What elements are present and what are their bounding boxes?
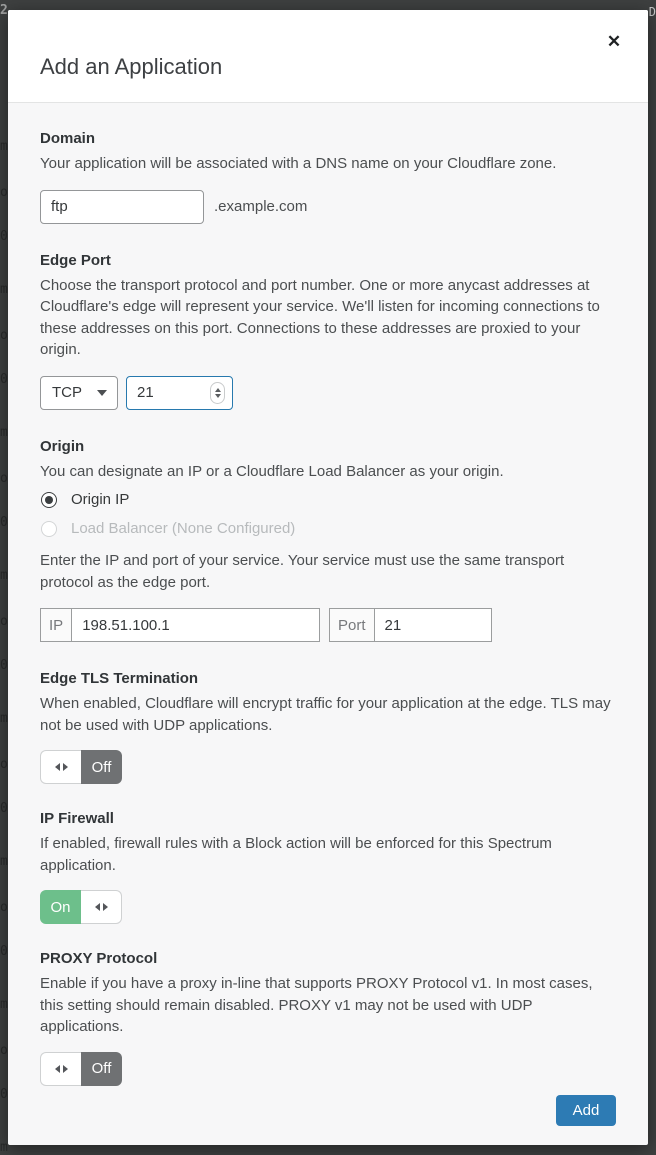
backdrop-text-fragment: 0 bbox=[0, 515, 8, 530]
backdrop-text-fragment: o bbox=[0, 1043, 8, 1058]
backdrop-text-fragment: m bbox=[0, 1140, 8, 1155]
radio-load-balancer-label: Load Balancer (None Configured) bbox=[71, 520, 296, 537]
origin-ip-group bbox=[40, 608, 320, 642]
stepper-up-icon bbox=[215, 388, 221, 392]
ip-firewall-label: IP Firewall bbox=[40, 810, 114, 827]
backdrop-text-fragment: 0 bbox=[0, 229, 8, 244]
origin-ip-prefix: IP bbox=[41, 609, 72, 641]
backdrop-text-fragment: 0 bbox=[0, 944, 8, 959]
origin-ip-description: Enter the IP and port of your service. Your service must use the same transport protocol as the edge port. bbox=[40, 552, 565, 591]
protocol-select[interactable] bbox=[40, 376, 118, 410]
backdrop-text-fragment: o bbox=[0, 185, 8, 200]
add-button[interactable]: Add bbox=[556, 1095, 616, 1126]
chevron-down-icon bbox=[97, 390, 107, 396]
edge-tls-description: When enabled, Cloudflare will encrypt traffic for your application at the edge. TLS may not be used with UDP applications. bbox=[40, 695, 611, 734]
toggle-handle bbox=[40, 750, 81, 784]
domain-suffix: .example.com bbox=[214, 198, 308, 215]
section-ip-firewall bbox=[40, 808, 616, 924]
toggle-handle bbox=[81, 890, 122, 924]
radio-unselected-icon bbox=[41, 521, 57, 537]
modal-footer bbox=[40, 1095, 616, 1126]
section-edge-port bbox=[40, 250, 616, 410]
edge-port-description: Choose the transport protocol and port number. One or more anycast addresses at Cloudflare's edge will represent your service. We'll listen for incoming connections to these addresses on this port. Connections to these addresses are proxied to your origin. bbox=[40, 276, 600, 358]
backdrop-left-fragments bbox=[0, 0, 8, 1153]
backdrop-text-fragment: 0 bbox=[0, 801, 8, 816]
protocol-selected-value: TCP bbox=[52, 384, 82, 401]
backdrop-text-fragment: m bbox=[0, 711, 8, 726]
domain-label: Domain bbox=[40, 130, 96, 147]
stepper-down-icon bbox=[215, 394, 221, 398]
toggle-state-label: On bbox=[40, 890, 81, 924]
proxy-protocol-toggle[interactable] bbox=[40, 1052, 122, 1086]
section-edge-tls bbox=[40, 668, 616, 784]
toggle-arrows-icon bbox=[55, 1065, 68, 1073]
section-origin bbox=[40, 436, 616, 643]
backdrop-text-fragment: m bbox=[0, 568, 8, 583]
origin-label: Origin bbox=[40, 437, 85, 455]
number-stepper[interactable] bbox=[210, 382, 225, 404]
origin-port-group bbox=[329, 608, 492, 642]
backdrop-text-fragment: m bbox=[0, 139, 8, 154]
ip-firewall-description: If enabled, firewall rules with a Block action will be enforced for this Spectrum application. bbox=[40, 835, 552, 874]
backdrop-text-fragment: o bbox=[0, 614, 8, 629]
backdrop-text-fragment: 2 bbox=[0, 3, 8, 18]
toggle-arrows-icon bbox=[95, 903, 108, 911]
backdrop-text-fragment: m bbox=[0, 282, 8, 297]
section-proxy-protocol bbox=[40, 948, 616, 1086]
backdrop-text-fragment: 0 bbox=[0, 372, 8, 387]
origin-ip-input[interactable] bbox=[72, 609, 312, 641]
add-application-modal bbox=[8, 10, 648, 1145]
backdrop-text-fragment: o bbox=[0, 900, 8, 915]
modal-title: Add an Application bbox=[40, 54, 223, 79]
origin-port-prefix: Port bbox=[330, 609, 375, 641]
radio-selected-icon bbox=[41, 492, 57, 508]
radio-origin-ip[interactable] bbox=[40, 488, 616, 511]
backdrop-text-fragment: 0 bbox=[0, 658, 8, 673]
domain-description: Your application will be associated with a DNS name on your Cloudflare zone. bbox=[40, 155, 557, 172]
backdrop-text-fragment: o bbox=[0, 328, 8, 343]
toggle-state-label: Off bbox=[81, 1052, 122, 1086]
modal-header bbox=[8, 10, 648, 103]
modal-body bbox=[8, 103, 648, 1126]
backdrop-text-fragment: m bbox=[0, 425, 8, 440]
section-domain bbox=[40, 128, 616, 224]
toggle-state-label: Off bbox=[81, 750, 122, 784]
toggle-arrows-icon bbox=[55, 763, 68, 771]
origin-description: You can designate an IP or a Cloudflare Load Balancer as your origin. bbox=[40, 462, 504, 480]
backdrop-text-fragment: m bbox=[0, 997, 8, 1012]
domain-input[interactable] bbox=[40, 190, 204, 224]
edge-port-input[interactable] bbox=[126, 376, 233, 410]
backdrop-text-fragment: 0 bbox=[0, 1087, 8, 1102]
proxy-protocol-label: PROXY Protocol bbox=[40, 950, 158, 967]
backdrop-text-fragment: o bbox=[0, 471, 8, 486]
ip-firewall-toggle[interactable] bbox=[40, 890, 122, 924]
toggle-handle bbox=[40, 1052, 81, 1086]
edge-port-label: Edge Port bbox=[40, 251, 111, 269]
edge-port-value: 21 bbox=[137, 384, 154, 401]
radio-origin-ip-label: Origin IP bbox=[71, 491, 130, 508]
edge-tls-toggle[interactable] bbox=[40, 750, 122, 784]
backdrop-text-fragment: o bbox=[0, 757, 8, 772]
close-icon[interactable]: ✕ bbox=[602, 30, 626, 54]
backdrop-text-fragment: D bbox=[648, 5, 656, 19]
proxy-protocol-description: Enable if you have a proxy in-line that supports PROXY Protocol v1. In most cases, this setting should remain disabled. PROXY v1 may not be used with UDP applications. bbox=[40, 975, 593, 1035]
origin-port-input[interactable] bbox=[375, 609, 487, 641]
backdrop-text-fragment: m bbox=[0, 854, 8, 869]
edge-tls-label: Edge TLS Termination bbox=[40, 670, 199, 687]
radio-load-balancer bbox=[40, 517, 616, 540]
